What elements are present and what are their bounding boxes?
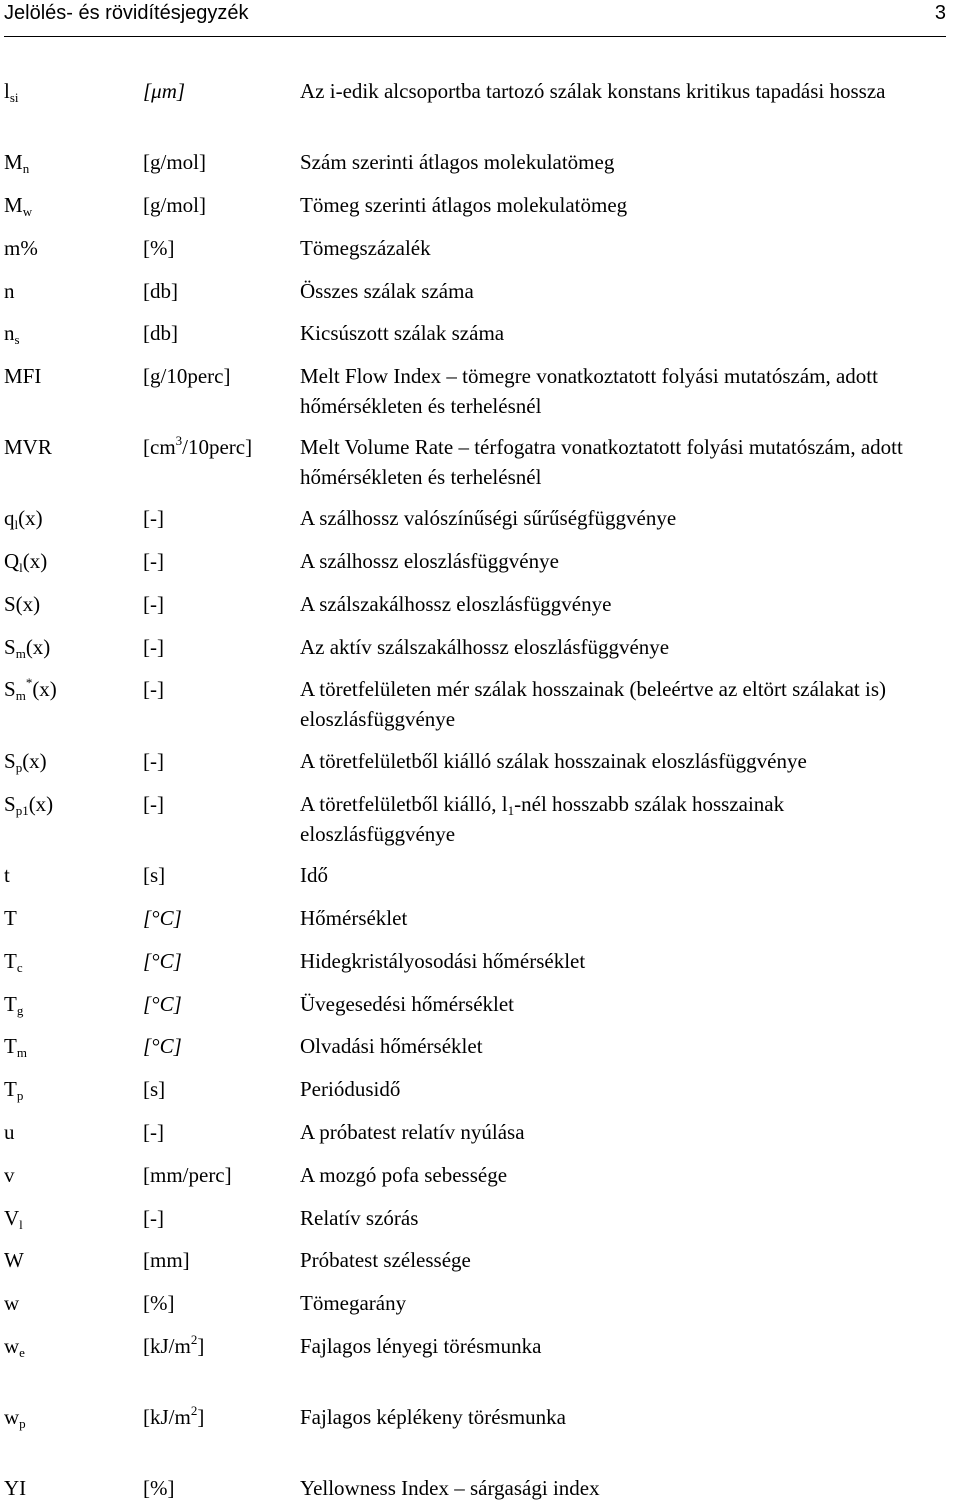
header-title: Jelölés- és rövidítésjegyzék [4, 2, 249, 24]
unit: [-] [143, 792, 164, 816]
symbol: W [4, 1248, 24, 1272]
description: Az i-edik alcsoportba tartozó szálak konstans kritikus tapadási hossza [300, 79, 886, 103]
description: A szálhossz eloszlásfüggvénye [300, 549, 559, 573]
description: Idő [300, 863, 328, 887]
page-number: 3 [934, 2, 946, 24]
unit: [-] [143, 1206, 164, 1230]
unit: [μm] [143, 79, 186, 103]
symbol: YI [4, 1476, 27, 1500]
unit: [g/mol] [143, 193, 206, 217]
symbol: $M_n$ [4, 150, 30, 176]
symbol: MFI [4, 364, 42, 388]
symbol: $T_g$ [4, 992, 24, 1018]
description: Szám szerinti átlagos molekulatömeg [300, 150, 615, 174]
unit: [s] [143, 1077, 166, 1101]
unit: [s] [143, 863, 166, 887]
symbol: $w_p$ [4, 1405, 26, 1431]
description: A szálhossz valószínűségi sűrűségfüggvénye [300, 506, 677, 530]
unit: [°C] [143, 992, 182, 1016]
description: A töretfelületből kiálló szálak hosszainak eloszlásfüggvénye [300, 749, 807, 773]
symbol: t [4, 863, 10, 887]
page-header [4, 0, 946, 37]
description: Periódusidő [300, 1077, 401, 1101]
description: Tömegarány [300, 1291, 407, 1315]
unit: [g/10perc] [143, 364, 231, 388]
unit: [db] [143, 321, 178, 345]
description: Tömegszázalék [300, 236, 431, 260]
unit: [-] [143, 592, 164, 616]
symbol: $Q_l(x)$ [4, 549, 48, 575]
description: Fajlagos lényegi törésmunka [300, 1334, 542, 1358]
symbol: m% [4, 236, 38, 260]
symbol: $n_s$ [4, 321, 20, 347]
description: Fajlagos képlékeny törésmunka [300, 1405, 566, 1429]
unit: [-] [143, 635, 164, 659]
symbol: n [4, 279, 15, 303]
symbol: $q_l(x)$ [4, 506, 43, 532]
symbol: MVR [4, 435, 52, 459]
symbol: w [4, 1291, 20, 1315]
description: A töretfelületből kiálló, $l_1$-nél hosszabb szálak hosszainak eloszlásfüggvénye [300, 792, 785, 846]
description: Próbatest szélessége [300, 1248, 471, 1272]
symbol: $S_m^*(x)$ [4, 675, 57, 703]
unit: [%] [143, 1291, 175, 1315]
symbol: $T_p$ [4, 1077, 24, 1103]
symbol: $V_l$ [4, 1206, 23, 1232]
description: Üvegesedési hőmérséklet [300, 992, 515, 1016]
symbol: $T_m$ [4, 1034, 27, 1060]
symbol: $l_{si}$ [4, 79, 19, 105]
symbol: $S_{p1}(x)$ [4, 792, 54, 818]
description: Melt Volume Rate – térfogatra vonatkoztatott folyási mutatószám, adott hőmérsékleten és terhelésnél [300, 435, 903, 489]
description: Melt Flow Index – tömegre vonatkoztatott folyási mutatószám, adott hőmérsékleten és terhelésnél [300, 364, 878, 418]
unit: [mm/perc] [143, 1163, 232, 1187]
description: A szálszakálhossz eloszlásfüggvénye [300, 592, 612, 616]
unit: [-] [143, 549, 164, 573]
description: A töretfelületen mér szálak hosszainak (beleértve az eltört szálakat is) eloszlásfüggvénye [300, 677, 886, 731]
unit: [°C] [143, 1034, 182, 1058]
symbol: $S_p(x)$ [4, 749, 47, 775]
description: Hidegkristályosodási hőmérséklet [300, 949, 586, 973]
unit: [db] [143, 279, 178, 303]
unit: [g/mol] [143, 150, 206, 174]
unit: [°C] [143, 906, 182, 930]
unit: $[kJ/m^2]$ [143, 1403, 205, 1429]
description: A próbatest relatív nyúlása [300, 1120, 525, 1144]
description: Tömeg szerinti átlagos molekulatömeg [300, 193, 628, 217]
description: Hőmérséklet [300, 906, 408, 930]
unit: [°C] [143, 949, 182, 973]
unit: [mm] [143, 1248, 190, 1272]
description: Yellowness Index – sárgasági index [300, 1476, 600, 1500]
description: Az aktív szálszakálhossz eloszlásfüggvénye [300, 635, 670, 659]
symbol: v [4, 1163, 15, 1187]
description: A mozgó pofa sebessége [300, 1163, 508, 1187]
unit: [%] [143, 1476, 175, 1500]
unit: [-] [143, 1120, 164, 1144]
symbol: T [4, 906, 17, 930]
symbol: u [4, 1120, 15, 1144]
description: Összes szálak száma [300, 279, 474, 303]
unit: [%] [143, 236, 175, 260]
description: Relatív szórás [300, 1206, 419, 1230]
description: Kicsúszott szálak száma [300, 321, 505, 345]
unit: [-] [143, 506, 164, 530]
symbol: S(x) [4, 592, 41, 616]
unit: [-] [143, 749, 164, 773]
symbol: $M_w$ [4, 193, 33, 219]
symbol: $T_c$ [4, 949, 23, 975]
description: Olvadási hőmérséklet [300, 1034, 483, 1058]
unit: [-] [143, 677, 164, 701]
symbol: $S_m(x)$ [4, 635, 51, 661]
symbol: $w_e$ [4, 1334, 25, 1360]
unit: $[cm^3/10perc]$ [143, 433, 253, 459]
unit: $[kJ/m^2]$ [143, 1332, 205, 1358]
